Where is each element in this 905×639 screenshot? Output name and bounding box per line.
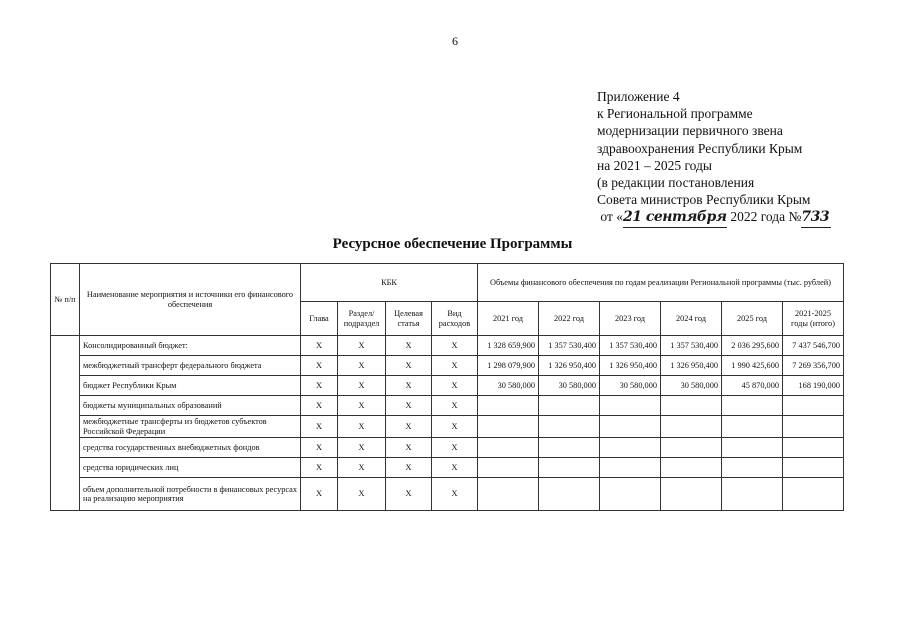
value-cell	[661, 396, 722, 416]
kbk-cell: Х	[432, 356, 478, 376]
kbk-cell: Х	[386, 356, 432, 376]
value-cell	[722, 416, 783, 438]
value-cell	[783, 438, 844, 458]
value-cell	[478, 438, 539, 458]
table-row	[51, 416, 844, 438]
kbk-cell: Х	[386, 458, 432, 478]
kbk-cell: Х	[338, 478, 386, 511]
appendix-block	[597, 88, 831, 228]
document-title: Ресурсное обеспечение Программы	[332, 236, 573, 252]
value-cell: 1 298 079,900	[478, 356, 539, 376]
appendix-line: модернизации первичного звена	[597, 123, 783, 139]
value-cell	[661, 438, 722, 458]
value-cell	[783, 458, 844, 478]
handwritten-day-month: 21 сентября	[622, 209, 727, 226]
appendix-line: Приложение 4	[597, 89, 680, 104]
row-name-cell: объем дополнительной потребности в финансовых ресурсах на реализацию мероприятия	[80, 478, 301, 511]
appendix-line: на 2021 – 2025 годы	[597, 157, 712, 173]
kbk-cell: Х	[386, 438, 432, 458]
value-cell: 1 328 659,900	[478, 336, 539, 356]
appendix-line: здравоохранения Республики Крым	[597, 140, 803, 156]
kbk-cell: Х	[301, 458, 338, 478]
row-name-cell: межбюджетные трансферты из бюджетов субъектов Российской Федерации	[80, 416, 301, 438]
header-year-col: 2025 год	[722, 302, 783, 336]
kbk-cell: Х	[338, 396, 386, 416]
kbk-cell: Х	[338, 336, 386, 356]
header-kbk-col: Целевая статья	[386, 302, 432, 336]
row-name-cell: бюджет Республики Крым	[80, 376, 301, 396]
header-year-col: 2022 год	[539, 302, 600, 336]
header-num: № п/п	[51, 264, 80, 336]
value-cell	[661, 416, 722, 438]
kbk-cell: Х	[338, 416, 386, 438]
value-cell	[722, 438, 783, 458]
page-number: 6	[452, 34, 458, 48]
header-kbk: КБК	[301, 264, 478, 302]
value-cell: 1 357 530,400	[661, 336, 722, 356]
table-row	[51, 336, 844, 356]
appendix-line: (в редакции постановления	[597, 175, 755, 191]
handwritten-date	[623, 208, 727, 227]
value-cell	[539, 396, 600, 416]
sig-year: 2022 года №	[730, 209, 802, 225]
value-cell	[722, 396, 783, 416]
value-cell	[539, 478, 600, 511]
value-cell: 2 036 295,600	[722, 336, 783, 356]
kbk-cell: Х	[301, 438, 338, 458]
kbk-cell: Х	[432, 416, 478, 438]
kbk-cell: Х	[301, 478, 338, 511]
value-cell: 7 437 546,700	[783, 336, 844, 356]
header-name: Наименование мероприятия и источники его финансового обеспечения	[80, 264, 301, 336]
kbk-cell: Х	[386, 396, 432, 416]
value-cell	[722, 458, 783, 478]
table-row	[51, 396, 844, 416]
value-cell: 1 326 950,400	[661, 356, 722, 376]
kbk-cell: Х	[301, 356, 338, 376]
table-row	[51, 458, 844, 478]
handwritten-number	[801, 208, 831, 227]
kbk-cell: Х	[386, 416, 432, 438]
value-cell	[539, 416, 600, 438]
value-cell: 168 190,000	[783, 376, 844, 396]
kbk-cell: Х	[338, 356, 386, 376]
table-row	[51, 438, 844, 458]
value-cell: 30 580,000	[600, 376, 661, 396]
table-row	[51, 356, 844, 376]
header-year-col: 2023 год	[600, 302, 661, 336]
value-cell	[783, 478, 844, 511]
kbk-cell: Х	[338, 376, 386, 396]
signature-date-line	[597, 208, 831, 227]
sig-prefix: от «	[600, 209, 623, 225]
kbk-cell: Х	[301, 376, 338, 396]
kbk-cell: Х	[432, 396, 478, 416]
handwritten-order-number: 733	[801, 209, 830, 226]
value-cell	[478, 416, 539, 438]
value-cell: 1 326 950,400	[600, 356, 661, 376]
value-cell	[600, 458, 661, 478]
header-kbk-col: Вид расходов	[432, 302, 478, 336]
value-cell	[478, 458, 539, 478]
value-cell: 45 870,000	[722, 376, 783, 396]
row-name-cell: средства государственных внебюджетных фондов	[80, 438, 301, 458]
appendix-line: к Региональной программе	[597, 106, 753, 122]
value-cell: 30 580,000	[539, 376, 600, 396]
value-cell: 30 580,000	[661, 376, 722, 396]
value-cell: 1 990 425,600	[722, 356, 783, 376]
kbk-cell: Х	[301, 396, 338, 416]
kbk-cell: Х	[432, 376, 478, 396]
row-name-cell: Консолидированный бюджет:	[80, 336, 301, 356]
kbk-cell: Х	[301, 336, 338, 356]
table-row	[51, 478, 844, 511]
value-cell	[600, 416, 661, 438]
kbk-cell: Х	[338, 458, 386, 478]
kbk-cell: Х	[386, 336, 432, 356]
header-volumes: Объемы финансового обеспечения по годам реализации Региональной программы (тыс. рублей)	[478, 264, 844, 302]
value-cell	[539, 458, 600, 478]
value-cell: 30 580,000	[478, 376, 539, 396]
value-cell: 1 326 950,400	[539, 356, 600, 376]
value-cell	[661, 458, 722, 478]
resource-table	[50, 263, 844, 511]
value-cell	[600, 438, 661, 458]
kbk-cell: Х	[432, 336, 478, 356]
appendix-line: Совета министров Республики Крым	[597, 192, 811, 208]
value-cell: 1 357 530,400	[600, 336, 661, 356]
row-name-cell: средства юридических лиц	[80, 458, 301, 478]
table-body	[51, 336, 844, 511]
value-cell	[478, 478, 539, 511]
kbk-cell: Х	[432, 438, 478, 458]
value-cell: 1 357 530,400	[539, 336, 600, 356]
value-cell: 7 269 356,700	[783, 356, 844, 376]
value-cell	[661, 478, 722, 511]
header-year-col: 2024 год	[661, 302, 722, 336]
row-name-cell: межбюджетный трансферт федерального бюджета	[80, 356, 301, 376]
kbk-cell: Х	[301, 416, 338, 438]
header-year-col: 2021 год	[478, 302, 539, 336]
kbk-cell: Х	[338, 438, 386, 458]
value-cell	[783, 396, 844, 416]
value-cell	[539, 438, 600, 458]
value-cell	[600, 478, 661, 511]
row-number-cell	[51, 336, 80, 511]
table-row	[51, 376, 844, 396]
kbk-cell: Х	[432, 458, 478, 478]
value-cell	[478, 396, 539, 416]
kbk-cell: Х	[386, 376, 432, 396]
value-cell	[722, 478, 783, 511]
header-year-col: 2021-2025 годы (итого)	[783, 302, 844, 336]
value-cell	[600, 396, 661, 416]
kbk-cell: Х	[386, 478, 432, 511]
kbk-cell: Х	[432, 478, 478, 511]
row-name-cell: бюджеты муниципальных образований	[80, 396, 301, 416]
header-kbk-col: Глава	[301, 302, 338, 336]
header-kbk-col: Раздел/ подраздел	[338, 302, 386, 336]
value-cell	[783, 416, 844, 438]
